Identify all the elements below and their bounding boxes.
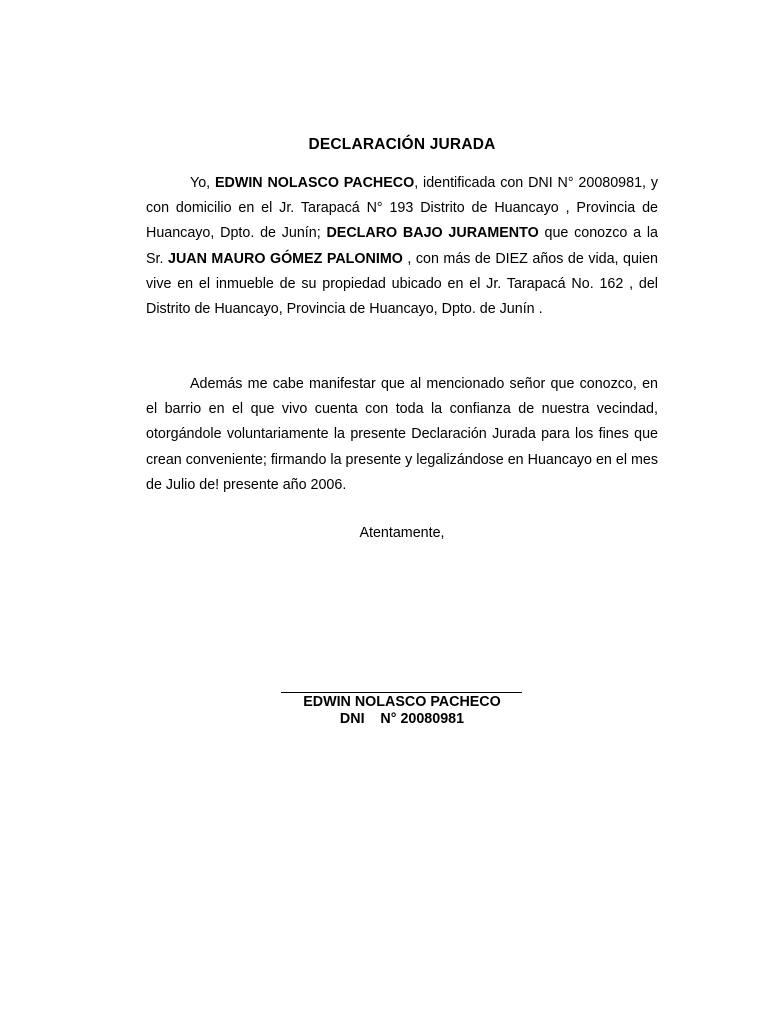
paragraph-text-2: , identificada con DNI N° 20080981, y con domicilio en el Jr. Tarapacá N° 193 Distrito de Huancayo , Provincia de Huancayo, Dpto. de Junín; (146, 175, 658, 242)
paragraph-text-4: , con más de DIEZ años de vida, quien vive en el inmueble de su propiedad ubicado en el Jr. Tarapacá No. 162 , del Distrito de Huancayo, Provincia de Huancayo, Dpto. de Junín . (146, 250, 659, 318)
signature-name: EDWIN NOLASCO PACHECO (303, 694, 501, 710)
declarant-name: EDWIN NOLASCO PACHECO (214, 175, 415, 191)
document-title: DECLARACIÓN JURADA (308, 136, 496, 153)
paragraph-text-1: Yo, (190, 175, 215, 191)
signature-line (281, 692, 522, 693)
signature-dni: DNI N° 20080981 (339, 711, 465, 727)
closing-salutation: Atentamente, (359, 525, 445, 541)
subject-name: JUAN MAURO GÓMEZ PALONIMO (168, 250, 403, 267)
additional-paragraph-text: Además me cabe manifestar que al mencionado señor que conozco, en el barrio en el que vivo cuenta con toda la confianza de nuestra vecindad, otorgándole voluntariamente la presente Declaración Jurada para los fines que crean conveniente; firmando la presente y legalizándose en Huancayo en el mes de Julio de! presente año 2006. (146, 376, 658, 493)
additional-paragraph (146, 372, 658, 498)
declaration-phrase: DECLARO BAJO JURAMENTO (326, 225, 539, 242)
declaration-paragraph (146, 171, 658, 322)
paragraph-text-3: que conozco a la Sr. (146, 225, 658, 267)
